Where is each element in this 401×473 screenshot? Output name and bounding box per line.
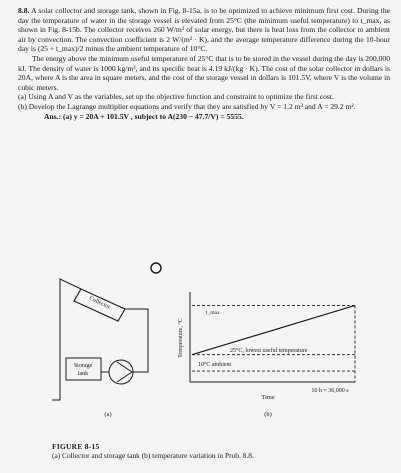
pump-icon	[109, 360, 133, 384]
panel-a-diagram	[52, 263, 161, 400]
tmax-label: t_max	[206, 310, 220, 316]
panel-b-label: (b)	[264, 411, 272, 418]
problem-statement: A solar collector and storage tank, shown in Fig. 8-15a, is to be optimized to achieve minimum first cost. During the day the temperature of water in the storage vessel is elevated from 25°C (the minimum useful temperature) to t_max, as shown in Fig. 8-15b. The collector receives 260 W/m² of solar energy, but there is heat loss from the collector to ambient air by convection. The convection coefficient is 2 W/(m² · K), and the average temperature difference during the 10-hour day is (25 + t_max)/2 minus the ambient temperature of 10°C.	[18, 6, 390, 54]
sun-icon	[151, 263, 161, 273]
panel-a-label: (a)	[104, 411, 112, 418]
storage-label-line2: tank	[77, 371, 89, 377]
line-25-label: 25°C, lowest useful temperature	[230, 348, 308, 354]
figure-number: FIGURE 8-15	[52, 442, 100, 451]
panel-b-chart	[177, 292, 355, 418]
x-axis-label: Time	[261, 394, 275, 401]
figure-caption-text: (a) Collector and storage tank (b) temperature variation in Prob. 8.8.	[52, 451, 254, 460]
line-10-label: 10°C ambient	[198, 362, 232, 368]
y-axis-label: Temperature, °C	[178, 318, 184, 358]
end-time-label: 10 h = 36,000 s	[311, 388, 349, 394]
answer-label: Ans.:	[44, 111, 62, 121]
collector-label: Collector	[88, 295, 111, 311]
chart-series-group	[192, 305, 355, 382]
answer-text: (a) y = 20A + 101.5V , subject to A(230 − 47.7/V) = 5555.	[63, 111, 244, 121]
problem-number: 8.8.	[18, 6, 30, 15]
problem-part-b: (b) Develop the Lagrange multiplier equations and verify that they are satisfied by V = 1.2 m³ and A = 29.2 m².	[18, 101, 356, 111]
problem-paragraph-2: The energy above the minimum useful temperature of 25°C that is to be stored in the vessel during the day is 200,000 kJ. The density of water is 1000 kg/m³, and its specific heat is 4.19 kJ/(kg · K). The cost of the solar collector in dollars is 20A, where A is the area in square meters, and the cost of the storage vessel in dollars is 101.5V, where V is the volume in cubic meters.	[18, 53, 390, 92]
problem-part-a: (a) Using A and V as the variables, set up the objective function and constraint to optimize the first cost.	[18, 92, 334, 102]
figure-caption	[52, 442, 392, 460]
storage-label-line1: Storage	[73, 363, 93, 369]
